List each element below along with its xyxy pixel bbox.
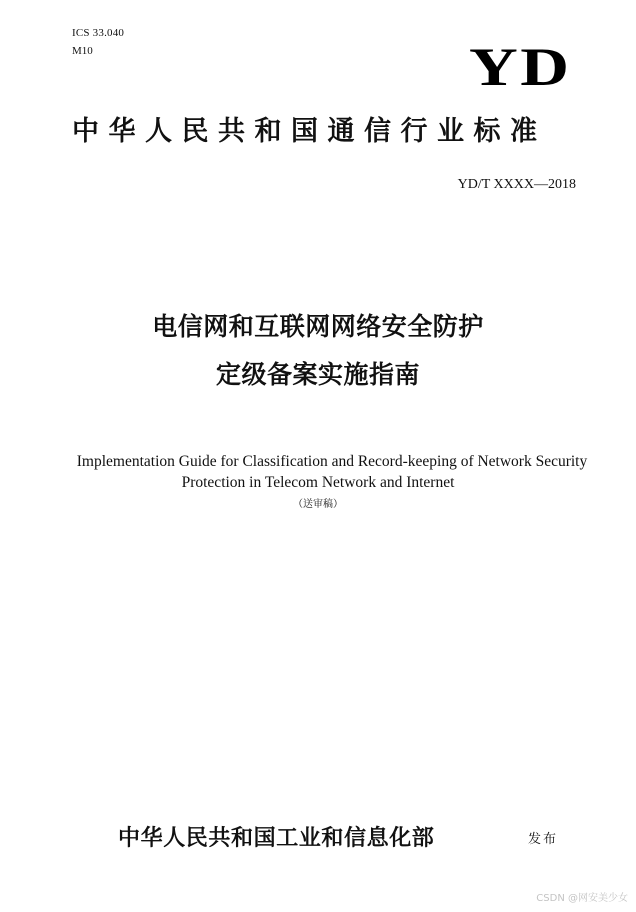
standard-number: YD/T XXXX—2018 (457, 177, 576, 192)
yd-logo: YD (469, 37, 572, 97)
industry-standard-header: 中华人民共和国通信行业标准 (72, 116, 547, 147)
publish-label: 发布 (528, 832, 559, 847)
ccs-code: M10 (72, 45, 93, 57)
document-title-en-line2: Protection in Telecom Network and Internet (181, 474, 455, 491)
csdn-watermark: CSDN @网安美少女 (536, 893, 628, 904)
document-title-cn-line1: 电信网和互联网网络安全防护 (152, 312, 484, 341)
header-divider (72, 160, 572, 161)
document-title-en-line1: Implementation Guide for Classification and Record-keeping of Network Security (76, 453, 588, 470)
document-title-cn-line2: 定级备案实施指南 (215, 360, 420, 389)
publisher-line (0, 822, 636, 856)
ics-code: ICS 33.040 (72, 27, 125, 39)
publisher-name: 中华人民共和国工业和信息化部 (118, 826, 435, 851)
draft-status: （送审稿） (293, 499, 343, 510)
